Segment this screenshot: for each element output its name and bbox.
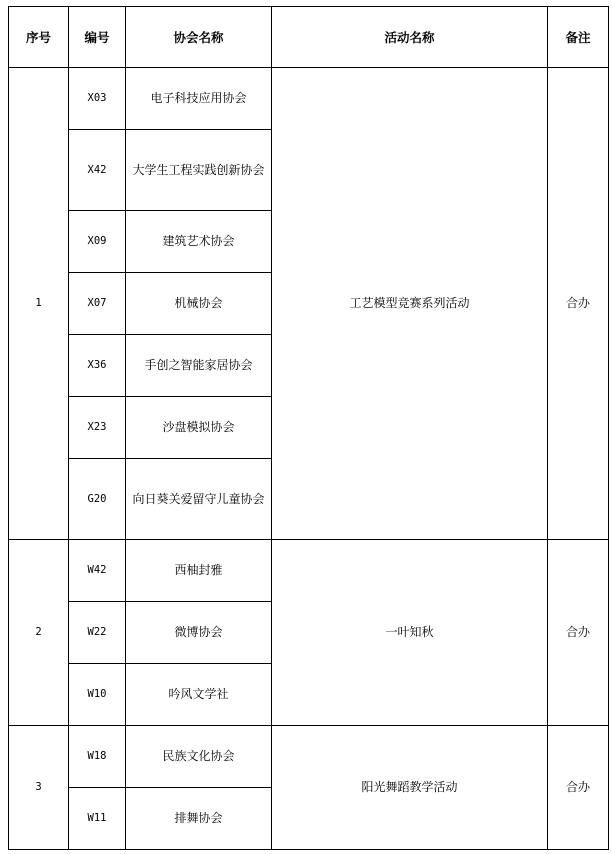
association-name: 向日葵关爱留守儿童协会: [126, 459, 272, 540]
association-code: X03: [69, 68, 126, 130]
header-activity: 活动名称: [272, 7, 548, 68]
association-code: W22: [69, 602, 126, 664]
header-note: 备注: [548, 7, 609, 68]
table-header-row: [9, 7, 609, 68]
association-code: W10: [69, 664, 126, 726]
association-name: 西柚封雅: [126, 540, 272, 602]
group-note: 合办: [548, 540, 609, 726]
association-name: 民族文化协会: [126, 726, 272, 788]
association-code: W18: [69, 726, 126, 788]
group-index: 2: [9, 540, 69, 726]
association-name: 吟风文学社: [126, 664, 272, 726]
association-name: 手创之智能家居协会: [126, 335, 272, 397]
association-name: 微博协会: [126, 602, 272, 664]
association-code: W11: [69, 788, 126, 850]
association-code: X36: [69, 335, 126, 397]
activity-name: 阳光舞蹈教学活动: [272, 726, 548, 850]
table-row: [9, 540, 609, 602]
association-code: X23: [69, 397, 126, 459]
association-code: X09: [69, 211, 126, 273]
association-name: 机械协会: [126, 273, 272, 335]
activity-name: 工艺模型竞赛系列活动: [272, 68, 548, 540]
association-code: W42: [69, 540, 126, 602]
group-index: 1: [9, 68, 69, 540]
header-association: 协会名称: [126, 7, 272, 68]
group-index: 3: [9, 726, 69, 850]
association-name: 建筑艺术协会: [126, 211, 272, 273]
association-activity-table: [8, 6, 609, 850]
table-row: [9, 726, 609, 788]
header-code: 编号: [69, 7, 126, 68]
table-row: [9, 68, 609, 130]
group-note: 合办: [548, 726, 609, 850]
activity-name: 一叶知秋: [272, 540, 548, 726]
header-index: 序号: [9, 7, 69, 68]
group-note: 合办: [548, 68, 609, 540]
association-name: 沙盘模拟协会: [126, 397, 272, 459]
association-code: X07: [69, 273, 126, 335]
association-name: 排舞协会: [126, 788, 272, 850]
association-code: X42: [69, 130, 126, 211]
association-name: 电子科技应用协会: [126, 68, 272, 130]
association-name: 大学生工程实践创新协会: [126, 130, 272, 211]
association-code: G20: [69, 459, 126, 540]
